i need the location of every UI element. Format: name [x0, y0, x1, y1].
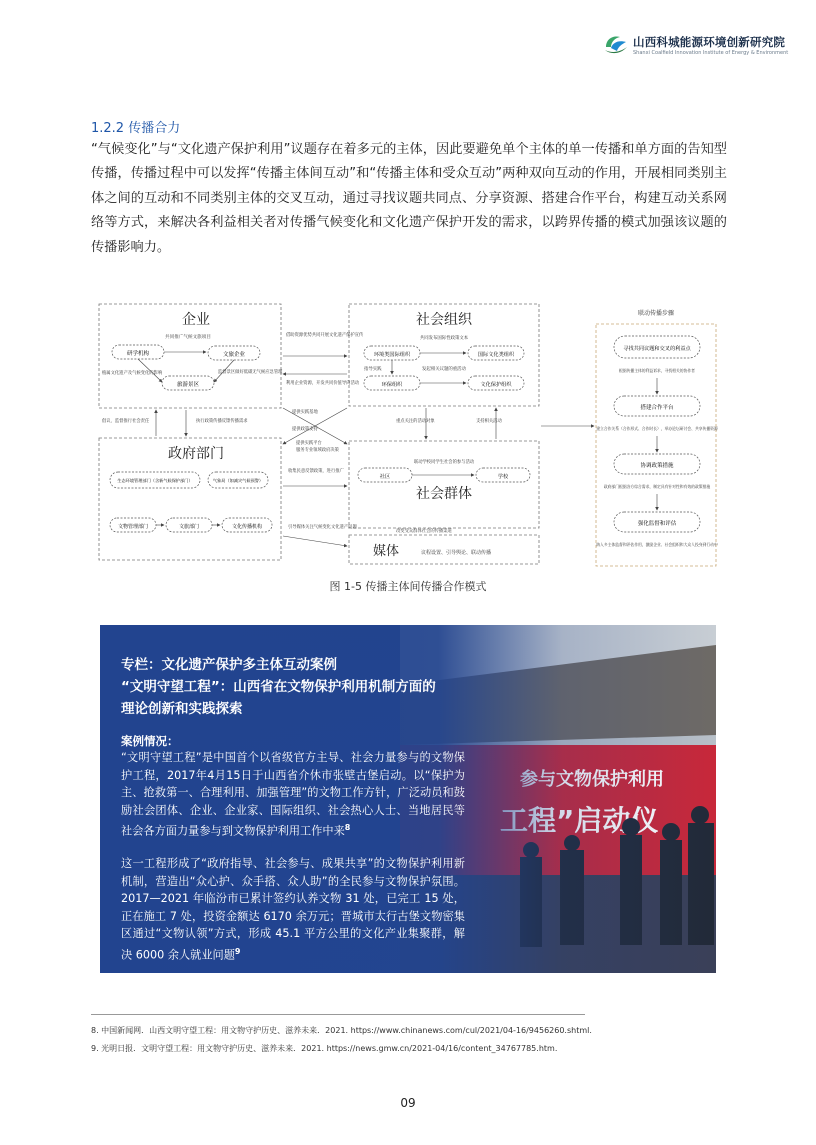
footnote-ref[interactable]: 8: [344, 823, 351, 833]
media-label: 议程设置、引导舆论、联动传播: [421, 550, 492, 556]
footnote-ref[interactable]: 9: [234, 946, 241, 956]
enterprise-node: 研学机构: [126, 351, 150, 357]
institute-logo-icon: [603, 33, 629, 55]
cross-label: 倡议、监督推行社会责任: [102, 419, 150, 424]
enterprise-label: 监督景区做好低碳无气候应急管理: [218, 370, 283, 375]
step-desc: 根据传播主体的利益诉求，寻找相关的协作者: [619, 368, 695, 373]
footnote: 9. 光明日报．文明守望工程：用文物守护历史、滋养未来．2021. https://news.gmw.cn/2021-04/16/content_34767785.htm.: [91, 1044, 558, 1053]
media-title: 媒体: [372, 544, 400, 559]
cross-label: 执行政策传播反馈传播需求: [196, 419, 248, 424]
social-org-node: 文化保护组织: [480, 382, 512, 388]
enterprise-title: 企业: [182, 312, 210, 328]
cross-label: 提供政策支持: [292, 427, 318, 432]
government-node: 生态环境管理部门（含新气候保护部门）: [117, 478, 193, 483]
enterprise-label: 植属文化遗产及气候变化的影响: [102, 371, 163, 376]
social-org-node: 环保组织: [381, 382, 403, 388]
social-org-label: 发起相关议题的重活动: [422, 367, 466, 372]
cross-label: 服务专业领域政府决策: [296, 448, 339, 453]
step-desc: 纳入多主体监督和评估作用，激励企业、社会组织和大众人投身到行动中: [596, 542, 718, 547]
figure-caption: 图 1-5 传播主体间传播合作模式: [329, 580, 487, 593]
step-label: 搭建合作平台: [640, 405, 674, 411]
page-number: 09: [400, 1096, 416, 1110]
enterprise-node: 文旅企业: [222, 352, 246, 358]
case-study-panel: [100, 625, 716, 973]
government-node: 气象局（如减灾气候预警）: [212, 478, 264, 483]
social-org-node: 国际文化类组织: [477, 352, 515, 358]
community-title: 社会群体: [416, 486, 472, 502]
enterprise-label: 共同推广气候文旅项目: [165, 335, 211, 340]
social-org-label: 共同发布国际性政策文本: [419, 336, 469, 341]
panel-heading: “文明守望工程”：山西省在文物保护利用机制方面的: [121, 679, 436, 695]
step-label: 寻找共同议题和交叉的利益点: [623, 346, 691, 352]
social-org-label: 指导实践: [364, 367, 382, 372]
government-node: 文化传播机构: [231, 524, 263, 530]
cross-label: 提供实践基地: [292, 410, 318, 415]
communication-cooperation-diagram: [96, 296, 720, 571]
cross-label: 收集民意反馈政策，进行推广: [288, 469, 344, 474]
footnote: 8. 中国新闻网．山西文明守望工程：用文物守护历史、滋养未来．2021. https://www.chinanews.com/cul/2021/04-16/9456260.shtml.: [91, 1026, 592, 1035]
step-label: 强化监督和评估: [637, 521, 677, 527]
cross-label: 借助资源优势共同开展文化遗产保护宣传: [286, 333, 364, 338]
case-paragraph-1: “文明守望工程”是中国首个以省级官方主导、社会力量参与的文物保护工程，2017年4月15日于山西省介休市张壁古堡启动。以“保护为主、抢救第一、合理利用、加强管理”的文物工作方针，广泛动员和鼓励社会团体、企业、企业家、国际组织、社会热心人士、当地居民等社会各方面力量参与到文物保护利用工作中来$^8$: [121, 751, 465, 839]
cross-label: 支持相关活动: [476, 419, 502, 424]
step-desc: 政府部门根据各方综合需求，制定具有针对性和有效的政策措施: [603, 484, 711, 489]
community-label: 联动学校同学生社会的参与活动: [413, 460, 475, 465]
community-node: 学校: [497, 474, 509, 480]
institute-name-cn: 山西科城能源环境创新研究院: [633, 35, 786, 49]
step-label: 协调政策措施: [640, 463, 674, 469]
social-org-title: 社会组织: [416, 312, 472, 328]
cross-label: 提供实践平台: [296, 441, 322, 446]
government-node: 文旅部门: [178, 524, 200, 530]
social-org-node: 环境类国际组织: [373, 352, 411, 358]
footnote-divider: [91, 1014, 585, 1015]
step-desc: 建立合作关系（合作形式、合作时长），举办论坛研讨会、共享传播资源: [596, 426, 718, 431]
cross-label: 引导媒体关注气候变化文化遗产问题: [288, 525, 357, 530]
cross-label: 重点关注的活动对象: [396, 419, 435, 424]
community-node: 社区: [379, 474, 391, 480]
government-node: 文物管理部门: [117, 524, 149, 530]
community-box: [349, 441, 539, 528]
cross-label: 利用企业资源，开发共同价值导向活动: [286, 381, 360, 386]
government-title: 政府部门: [168, 446, 224, 462]
panel-heading: 专栏：文化遗产保护多主体互动案例: [121, 657, 337, 673]
section-paragraph: “气候变化”与“文化遗产保护利用”议题存在着多元的主体，因此要避免单个主体的单一传播和单方面的告知型传播，传播过程中可以发挥“传播主体间互动”和“传播主体和受众互动”两种双向互动的作用，开展相同类别主体之间的互动和不同类别主体的交叉互动，通过寻找议题共同点、分享资源、搭建合作平台，构建互动关系网络等方式，来解决各利益相关者对传播气候变化和文化遗产保护开发的需求，以跨界传播的模式加强该议题的传播影响力。: [91, 142, 727, 255]
section-title: 1.2.2 传播合力: [91, 121, 181, 136]
panel-heading: 理论创新和实践探索: [121, 701, 243, 717]
case-paragraph-2: 这一工程形成了“政府指导、社会参与、成果共享”的文物保护利用新机制，营造出“众心护、众手搭、众人助”的全民参与文物保护氛围。2017—2021 年临汾市已累计签约认养文物 31 处，已完工 15 处，正在施工 7 处，投资金额达 6170 余万元；晋城市太行古堡文物密集区通过“文物认领”方式，形成 45.1 平方公里的文化产业集聚群，解决 6000 余人就业问题$^9$: [121, 857, 465, 962]
steps-title: 联动传播步骤: [637, 310, 675, 317]
case-label: 案例情况：: [121, 734, 179, 748]
enterprise-node: 旅游景区: [176, 382, 200, 388]
institute-name-en: Shanxi Coalfield Innovation Institute of Energy & Environment: [633, 50, 789, 56]
cross-label: 改变受众群体社会的传播渠道: [396, 529, 452, 534]
